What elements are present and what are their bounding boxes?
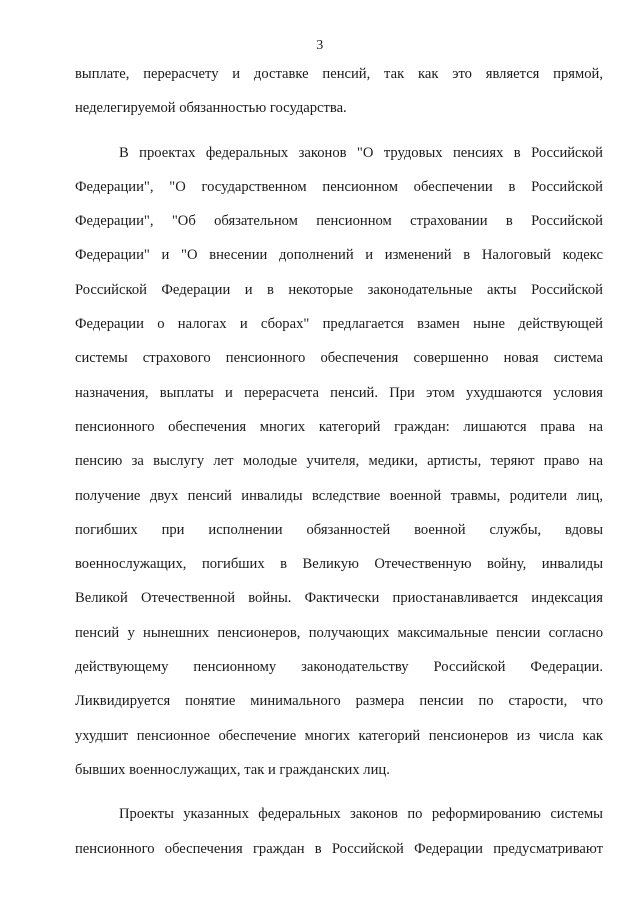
text-line: ухудшит пенсионное обеспечение многих категорий пенсионеров из числа как xyxy=(75,727,603,744)
paragraph xyxy=(75,143,603,795)
text-line: Федерации", "О государственном пенсионном обеспечении в Российской xyxy=(75,178,603,195)
text-line: Федерации" и "О внесении дополнений и изменений в Налоговый кодекс xyxy=(75,247,603,264)
text-line: действующему пенсионному законодательству Российской Федерации. xyxy=(75,659,603,676)
paragraph xyxy=(75,64,603,133)
paragraph xyxy=(75,804,603,873)
text-line: Великой Отечественной войны. Фактически приостанавливается индексация xyxy=(75,590,603,607)
text-line: погибших при исполнении обязанностей военной службы, вдовы xyxy=(75,521,603,538)
document-body xyxy=(75,64,603,873)
text-line: получение двух пенсий инвалиды вследствие военной травмы, родители лиц, xyxy=(75,487,603,504)
text-line: системы страхового пенсионного обеспечения совершенно новая система xyxy=(75,350,603,367)
text-line: Проекты указанных федеральных законов по реформированию системы xyxy=(119,806,603,823)
text-line: пенсию за выслугу лет молодые учителя, медики, артисты, теряют право на xyxy=(75,453,603,470)
text-line: В проектах федеральных законов "О трудовых пенсиях в Российской xyxy=(119,144,603,161)
text-line: Российской Федерации и в некоторые законодательные акты Российской xyxy=(75,281,603,298)
text-line: бывших военнослужащих, так и гражданских лиц. xyxy=(75,761,390,778)
text-line: Ликвидируется понятие минимального размера пенсии по старости, что xyxy=(75,693,603,710)
page-number: 3 xyxy=(316,38,324,53)
text-line: назначения, выплаты и перерасчета пенсий. При этом ухудшаются условия xyxy=(75,384,603,401)
text-line: выплате, перерасчету и доставке пенсий, так как это является прямой, xyxy=(75,66,603,82)
text-line: Федерации о налогах и сборах" предлагается взамен ныне действующей xyxy=(75,316,603,333)
text-line: пенсионного обеспечения многих категорий граждан: лишаются права на xyxy=(75,418,603,435)
text-line: пенсионного обеспечения граждан в Российской Федерации предусматривают xyxy=(75,840,603,857)
text-line: пенсий у нынешних пенсионеров, получающих максимальные пенсии согласно xyxy=(75,624,603,641)
text-line: Федерации", "Об обязательном пенсионном страховании в Российской xyxy=(75,213,603,230)
text-line: военнослужащих, погибших в Великую Отечественную войну, инвалиды xyxy=(75,556,603,573)
text-line: неделегируемой обязанностью государства. xyxy=(75,100,347,117)
